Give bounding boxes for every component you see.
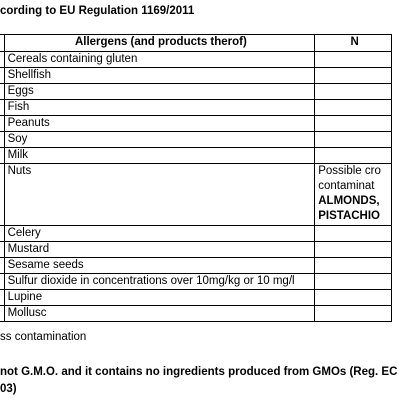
- row-note-cell: [315, 132, 392, 148]
- table-row: [0, 242, 392, 258]
- table-row-nuts: [0, 164, 392, 226]
- allergen-name: Sulfur dioxide in concentrations over 10mg/kg or 10 mg/l: [4, 274, 315, 290]
- nuts-note-line-bold: PISTACHIO: [318, 210, 380, 222]
- row-note-cell: [315, 226, 392, 242]
- row-note-cell: [315, 148, 392, 164]
- allergen-name: Celery: [4, 226, 315, 242]
- table-row: [0, 148, 392, 164]
- row-note-cell: [315, 242, 392, 258]
- row-note-cell: [315, 52, 392, 68]
- table-row: [0, 52, 392, 68]
- allergen-name: Fish: [4, 100, 315, 116]
- nuts-note-line: contaminat: [318, 180, 375, 192]
- table-header-allergens: Allergens (and products therof): [4, 35, 315, 52]
- document-heading: cording to EU Regulation 1169/2011: [0, 5, 195, 17]
- row-note-cell: [315, 306, 392, 322]
- table-header-right: N: [315, 35, 392, 52]
- allergen-name: Eggs: [4, 84, 315, 100]
- table-row: [0, 116, 392, 132]
- allergens-table: [0, 34, 392, 322]
- table-row: [0, 258, 392, 274]
- row-note-cell: [315, 116, 392, 132]
- gmo-statement: [0, 364, 397, 398]
- table-row: [0, 290, 392, 306]
- allergen-name: Mollusc: [4, 306, 315, 322]
- table-row: [0, 84, 392, 100]
- row-note-cell: [315, 274, 392, 290]
- table-row: [0, 274, 392, 290]
- allergen-name: Sesame seeds: [4, 258, 315, 274]
- contamination-footnote: ss contamination: [0, 331, 87, 343]
- table-row: [0, 226, 392, 242]
- gmo-statement-line: not G.M.O. and it contains no ingredients produced from GMOs (Reg. EC: [0, 366, 398, 378]
- row-note-cell: [315, 258, 392, 274]
- table-row: [0, 306, 392, 322]
- allergen-name: Peanuts: [4, 116, 315, 132]
- allergen-name: Shellfish: [4, 68, 315, 84]
- allergen-name: Nuts: [4, 164, 315, 226]
- allergen-name: Cereals containing gluten: [4, 52, 315, 68]
- allergen-name: Milk: [4, 148, 315, 164]
- allergen-name: Soy: [4, 132, 315, 148]
- nuts-contamination-note: [315, 164, 392, 226]
- nuts-note-line-bold: ALMONDS,: [318, 195, 380, 207]
- gmo-statement-line: 03): [0, 383, 17, 395]
- table-row: [0, 68, 392, 84]
- row-note-cell: [315, 84, 392, 100]
- row-note-cell: [315, 68, 392, 84]
- nuts-note-line: Possible cro: [318, 165, 381, 177]
- allergen-name: Mustard: [4, 242, 315, 258]
- row-note-cell: [315, 290, 392, 306]
- row-note-cell: [315, 100, 392, 116]
- table-row: [0, 100, 392, 116]
- table-row: [0, 132, 392, 148]
- allergen-name: Lupine: [4, 290, 315, 306]
- table-header-row: [0, 35, 392, 52]
